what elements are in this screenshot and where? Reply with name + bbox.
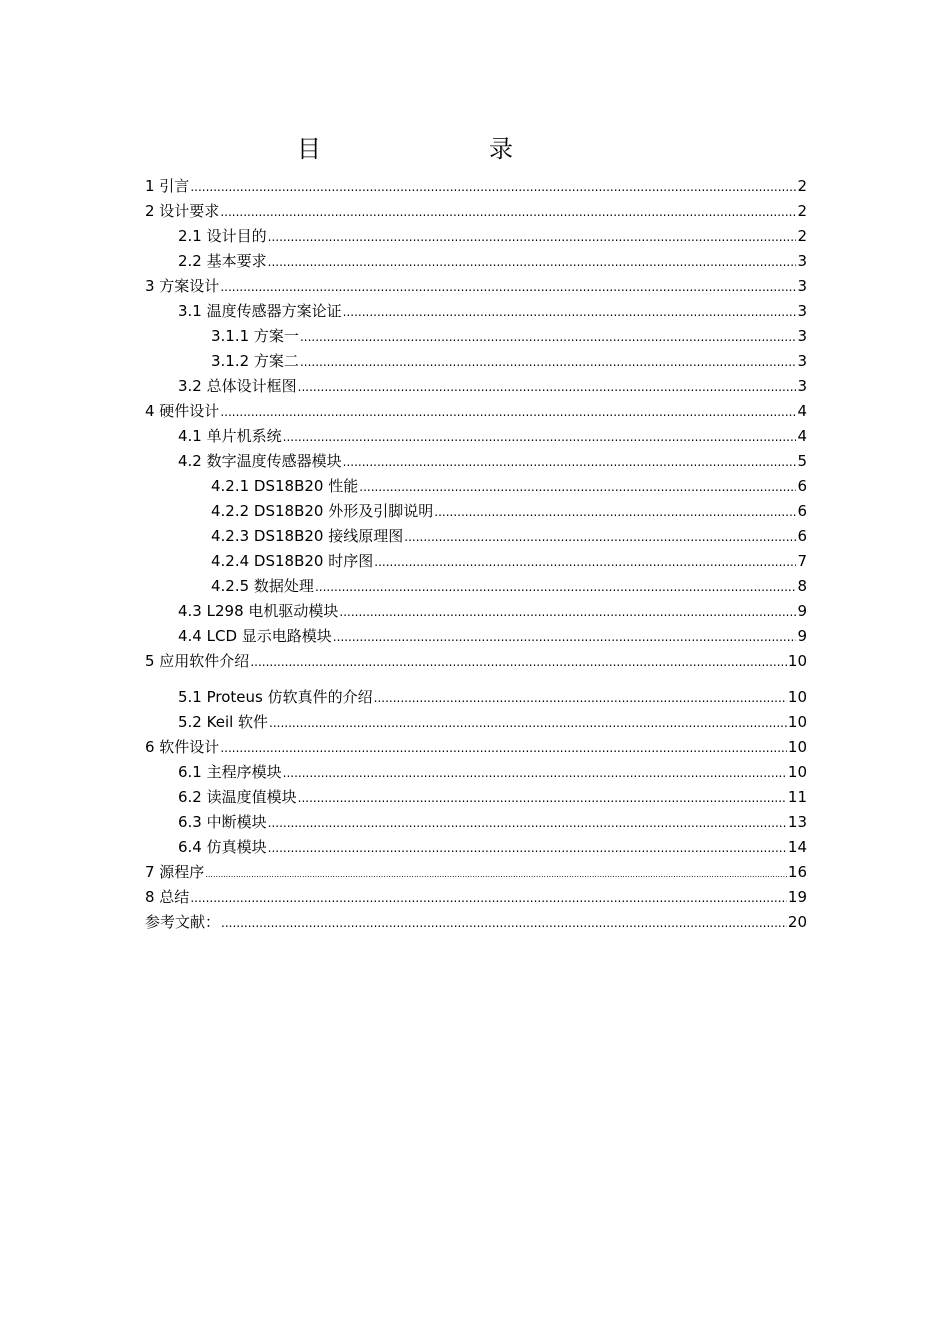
- toc-entry-page-number: 9: [797, 602, 807, 620]
- toc-dot-leader: [298, 786, 787, 811]
- toc-entry-label: 5.1 Proteus 仿软真件的介绍: [178, 688, 373, 706]
- toc-entry[interactable]: [145, 299, 807, 324]
- toc-entry[interactable]: [145, 224, 807, 249]
- toc-entry[interactable]: [145, 424, 807, 449]
- toc-entry-label: 4.1 单片机系统: [178, 427, 282, 445]
- toc-dot-leader: [434, 500, 796, 525]
- toc-entry[interactable]: [145, 710, 807, 735]
- toc-entry-label: 4.2.1 DS18B20 性能: [211, 477, 359, 495]
- toc-entry-label: 7 源程序: [145, 863, 205, 881]
- toc-entry[interactable]: [145, 649, 807, 674]
- toc-entry[interactable]: [145, 885, 807, 910]
- toc-dot-leader: [268, 250, 797, 275]
- toc-entry-label: 3.1.1 方案一: [211, 327, 299, 345]
- toc-dot-leader: [268, 811, 787, 836]
- toc-entry-label: 4.2 数字温度传感器模块: [178, 452, 342, 470]
- toc-entry[interactable]: [145, 735, 807, 760]
- toc-dot-leader: [343, 450, 797, 475]
- toc-entry[interactable]: [145, 549, 807, 574]
- toc-entry-page-number: 2: [797, 227, 807, 245]
- toc-entry-label: 6.2 读温度值模块: [178, 788, 297, 806]
- toc-dot-leader: [190, 175, 796, 200]
- toc-entry-page-number: 2: [797, 202, 807, 220]
- toc-entry-page-number: 3: [797, 352, 807, 370]
- toc-entry-label: 4 硬件设计: [145, 402, 220, 420]
- toc-dot-leader: [190, 886, 787, 911]
- toc-entry[interactable]: [145, 785, 807, 810]
- toc-entry-label: 4.2.4 DS18B20 时序图: [211, 552, 374, 570]
- toc-dot-leader: [300, 350, 797, 375]
- toc-dot-leader: [315, 575, 797, 600]
- toc-dot-leader: [298, 375, 797, 400]
- toc-entry[interactable]: [145, 499, 807, 524]
- toc-entry-page-number: 2: [797, 177, 807, 195]
- toc-entry[interactable]: [145, 399, 807, 424]
- toc-dot-leader: [221, 911, 787, 936]
- toc-entry-label: 3.2 总体设计框图: [178, 377, 297, 395]
- toc-entry-page-number: 3: [797, 252, 807, 270]
- toc-entry-page-number: 10: [787, 688, 807, 706]
- toc-entry[interactable]: [145, 474, 807, 499]
- toc-dot-leader: [333, 625, 797, 650]
- toc-dot-leader: [359, 475, 796, 500]
- toc-entry-page-number: 8: [797, 577, 807, 595]
- toc-dot-leader: [250, 650, 787, 675]
- toc-dot-leader: [220, 736, 787, 761]
- toc-title: 目 录: [297, 135, 553, 163]
- toc-entry-page-number: 3: [797, 277, 807, 295]
- toc-entry[interactable]: [145, 349, 807, 374]
- toc-entry[interactable]: [145, 199, 807, 224]
- toc-dot-leader: [374, 550, 796, 575]
- toc-entry-label: 2 设计要求: [145, 202, 220, 220]
- toc-dot-leader: [269, 711, 787, 736]
- toc-dot-leader: [220, 275, 796, 300]
- toc-entry-label: 5.2 Keil 软件: [178, 713, 269, 731]
- toc-dot-leader: [339, 600, 796, 625]
- toc-entry-label: 6.3 中断模块: [178, 813, 267, 831]
- toc-entry-page-number: 11: [787, 788, 807, 806]
- toc-entry[interactable]: [145, 624, 807, 649]
- toc-entry[interactable]: [145, 860, 807, 885]
- toc-entry[interactable]: [145, 324, 807, 349]
- toc-entry[interactable]: [145, 760, 807, 785]
- toc-entry-label: 3.1.2 方案二: [211, 352, 299, 370]
- toc-entry-page-number: 6: [797, 527, 807, 545]
- toc-entry[interactable]: [145, 374, 807, 399]
- toc-entry-page-number: 3: [797, 327, 807, 345]
- toc-entry[interactable]: [145, 574, 807, 599]
- toc-entry-page-number: 20: [787, 913, 807, 931]
- toc-entry-page-number: 3: [797, 302, 807, 320]
- toc-entry[interactable]: [145, 274, 807, 299]
- toc-entry-label: 5 应用软件介绍: [145, 652, 250, 670]
- toc-entry-label: 3 方案设计: [145, 277, 220, 295]
- toc-entry-page-number: 10: [787, 763, 807, 781]
- toc-entry-page-number: 7: [797, 552, 807, 570]
- toc-entry[interactable]: [145, 835, 807, 860]
- toc-dot-leader: [343, 300, 797, 325]
- toc-entry[interactable]: [145, 910, 807, 935]
- toc-entry-page-number: 10: [787, 652, 807, 670]
- toc-entry-page-number: 4: [797, 402, 807, 420]
- toc-entry-label: 2.1 设计目的: [178, 227, 267, 245]
- toc-entry-label: 6.1 主程序模块: [178, 763, 282, 781]
- toc-entry-page-number: 19: [787, 888, 807, 906]
- toc-entry[interactable]: [145, 524, 807, 549]
- toc-entry-page-number: 10: [787, 713, 807, 731]
- toc-entry[interactable]: [145, 249, 807, 274]
- toc-dot-leader: [283, 425, 797, 450]
- toc-entry-label: 2.2 基本要求: [178, 252, 267, 270]
- toc-entry-label: 4.2.3 DS18B20 接线原理图: [211, 527, 404, 545]
- toc-entry-page-number: 16: [787, 863, 807, 881]
- toc-entry-label: 4.4 LCD 显示电路模块: [178, 627, 332, 645]
- toc-entry-label: 1 引言: [145, 177, 190, 195]
- toc-entry-page-number: 10: [787, 738, 807, 756]
- toc-entry-label: 4.3 L298 电机驱动模块: [178, 602, 339, 620]
- toc-entry-page-number: 6: [797, 477, 807, 495]
- toc-entry-page-number: 13: [787, 813, 807, 831]
- toc-entry-label: 4.2.2 DS18B20 外形及引脚说明: [211, 502, 434, 520]
- toc-entry-label: 参考文献：: [145, 913, 221, 931]
- toc-entry-label: 8 总结: [145, 888, 190, 906]
- toc-dot-leader: [404, 525, 796, 550]
- toc-entry[interactable]: [145, 449, 807, 474]
- toc-entry[interactable]: [145, 174, 807, 199]
- toc-entry[interactable]: [145, 599, 807, 624]
- table-of-contents: [145, 174, 807, 935]
- toc-dot-leader: [283, 761, 787, 786]
- toc-entry-page-number: 6: [797, 502, 807, 520]
- toc-entry-page-number: 14: [787, 838, 807, 856]
- toc-entry-label: 6 软件设计: [145, 738, 220, 756]
- toc-dot-leader: [205, 862, 787, 887]
- toc-dot-leader: [220, 200, 796, 225]
- toc-dot-leader: [374, 686, 787, 711]
- toc-entry-label: 4.2.5 数据处理: [211, 577, 314, 595]
- toc-entry-page-number: 4: [797, 427, 807, 445]
- toc-entry-page-number: 3: [797, 377, 807, 395]
- toc-entry-label: 6.4 仿真模块: [178, 838, 267, 856]
- toc-entry-label: 3.1 温度传感器方案论证: [178, 302, 342, 320]
- toc-dot-leader: [268, 225, 797, 250]
- toc-entry[interactable]: [145, 685, 807, 710]
- toc-dot-leader: [220, 400, 796, 425]
- toc-entry-page-number: 9: [797, 627, 807, 645]
- toc-dot-leader: [300, 325, 797, 350]
- toc-entry[interactable]: [145, 810, 807, 835]
- toc-entry-page-number: 5: [797, 452, 807, 470]
- toc-dot-leader: [268, 836, 787, 861]
